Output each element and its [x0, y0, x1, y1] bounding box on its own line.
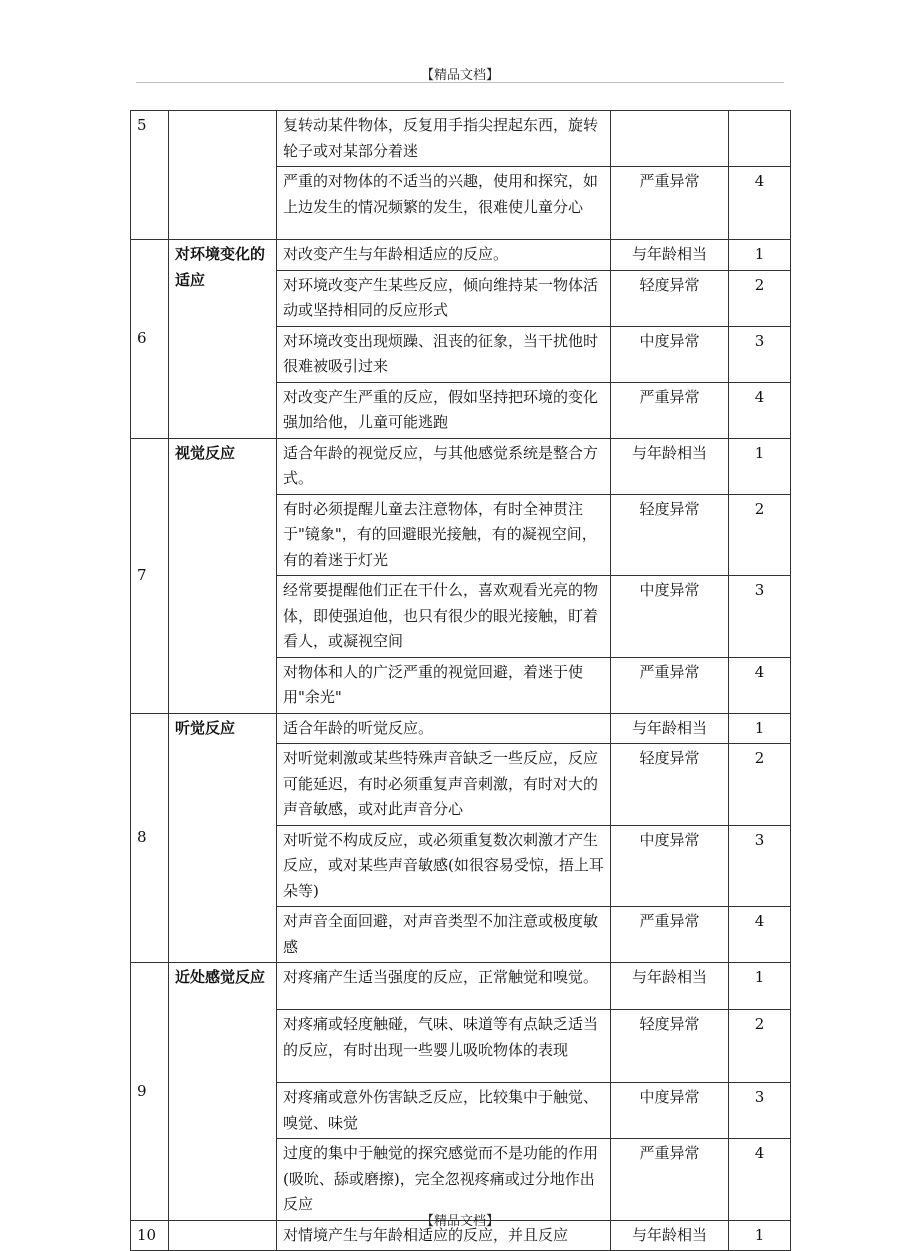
item-number: 10: [131, 1220, 169, 1251]
rating-scale-table: [130, 110, 791, 1251]
score-value: 4: [729, 657, 791, 713]
item-name: 视觉反应: [169, 438, 277, 713]
severity-level: 与年龄相当: [611, 1220, 729, 1251]
score-value: 2: [729, 270, 791, 326]
footer-label: 【精品文档】: [420, 1214, 499, 1229]
score-value: 3: [729, 326, 791, 382]
criterion-text: 对疼痛或意外伤害缺乏反应，比较集中于触觉、嗅觉、味觉: [277, 1083, 611, 1139]
criterion-text: 复转动某件物体，反复用手指尖捏起东西，旋转轮子或对某部分着迷: [277, 111, 611, 167]
criterion-text: 对疼痛或轻度触碰，气味、味道等有点缺乏适当的反应，有时出现一些婴儿吸吮物体的表现: [277, 1010, 611, 1083]
severity-level: 轻度异常: [611, 1010, 729, 1083]
item-name: 近处感觉反应: [169, 963, 277, 1221]
severity-level: [611, 111, 729, 167]
criterion-text: 对声音全面回避，对声音类型不加注意或极度敏感: [277, 907, 611, 963]
severity-level: 与年龄相当: [611, 438, 729, 494]
score-value: 2: [729, 744, 791, 826]
table-row: [131, 963, 791, 1010]
severity-level: 与年龄相当: [611, 963, 729, 1010]
header-label: 【精品文档】: [420, 68, 499, 83]
score-value: 2: [729, 494, 791, 576]
item-number: 9: [131, 963, 169, 1221]
criterion-text: 严重的对物体的不适当的兴趣，使用和探究，如上边发生的情况频繁的发生，很难使儿童分心: [277, 167, 611, 240]
criterion-text: 对疼痛产生适当强度的反应，正常触觉和嗅觉。: [277, 963, 611, 1010]
score-value: 3: [729, 576, 791, 658]
score-value: 4: [729, 382, 791, 438]
score-value: 1: [729, 240, 791, 271]
item-number: 8: [131, 713, 169, 963]
item-number: 7: [131, 438, 169, 713]
item-number: 6: [131, 240, 169, 439]
criterion-text: 对物体和人的广泛严重的视觉回避，着迷于使用"余光": [277, 657, 611, 713]
item-number: 5: [131, 111, 169, 240]
item-name: 听觉反应: [169, 713, 277, 963]
criterion-text: 适合年龄的听觉反应。: [277, 713, 611, 744]
score-value: 3: [729, 1083, 791, 1139]
criterion-text: 有时必须提醒儿童去注意物体，有时全神贯注于"镜象"，有的回避眼光接触，有的凝视空间，有的着迷于灯光: [277, 494, 611, 576]
criterion-text: 适合年龄的视觉反应，与其他感觉系统是整合方式。: [277, 438, 611, 494]
item-name: [169, 111, 277, 240]
table-row: [131, 111, 791, 167]
severity-level: 严重异常: [611, 167, 729, 240]
header-rule: [136, 82, 784, 83]
score-value: 1: [729, 963, 791, 1010]
score-value: 2: [729, 1010, 791, 1083]
score-value: 1: [729, 713, 791, 744]
criterion-text: 对环境改变出现烦躁、沮丧的征象，当干扰他时很难被吸引过来: [277, 326, 611, 382]
table-row: [131, 438, 791, 494]
severity-level: 严重异常: [611, 1139, 729, 1221]
severity-level: 中度异常: [611, 326, 729, 382]
score-value: 3: [729, 825, 791, 907]
severity-level: 与年龄相当: [611, 240, 729, 271]
severity-level: 与年龄相当: [611, 713, 729, 744]
severity-level: 严重异常: [611, 382, 729, 438]
severity-level: 中度异常: [611, 576, 729, 658]
score-value: 1: [729, 1220, 791, 1251]
severity-level: 轻度异常: [611, 270, 729, 326]
severity-level: 中度异常: [611, 825, 729, 907]
criterion-text: 对听觉刺激或某些特殊声音缺乏一些反应，反应可能延迟，有时必须重复声音刺激，有时对大的声音敏感，或对此声音分心: [277, 744, 611, 826]
criterion-text: 经常要提醒他们正在干什么，喜欢观看光亮的物体，即使强迫他，也只有很少的眼光接触，盯着看人，或凝视空间: [277, 576, 611, 658]
score-value: 4: [729, 167, 791, 240]
score-value: 4: [729, 907, 791, 963]
criterion-text: 对改变产生与年龄相适应的反应。: [277, 240, 611, 271]
severity-level: 严重异常: [611, 657, 729, 713]
criterion-text: 对情境产生与年龄相适应的反应，并且反应: [277, 1220, 611, 1251]
page-header: [0, 0, 920, 84]
criterion-text: 对环境改变产生某些反应，倾向维持某一物体活动或坚持相同的反应形式: [277, 270, 611, 326]
score-value: [729, 111, 791, 167]
criterion-text: 过度的集中于触觉的探究感觉而不是功能的作用(吸吮、舔或磨擦)，完全忽视疼痛或过分地作出反应: [277, 1139, 611, 1221]
severity-level: 中度异常: [611, 1083, 729, 1139]
criterion-text: 对听觉不构成反应，或必须重复数次刺激才产生反应，或对某些声音敏感(如很容易受惊，捂上耳朵等): [277, 825, 611, 907]
severity-level: 轻度异常: [611, 744, 729, 826]
score-value: 1: [729, 438, 791, 494]
score-value: 4: [729, 1139, 791, 1221]
item-name: 对环境变化的适应: [169, 240, 277, 439]
table-row: [131, 240, 791, 271]
severity-level: 轻度异常: [611, 494, 729, 576]
criterion-text: 对改变产生严重的反应，假如坚持把环境的变化强加给他，儿童可能逃跑: [277, 382, 611, 438]
table-row: [131, 713, 791, 744]
severity-level: 严重异常: [611, 907, 729, 963]
